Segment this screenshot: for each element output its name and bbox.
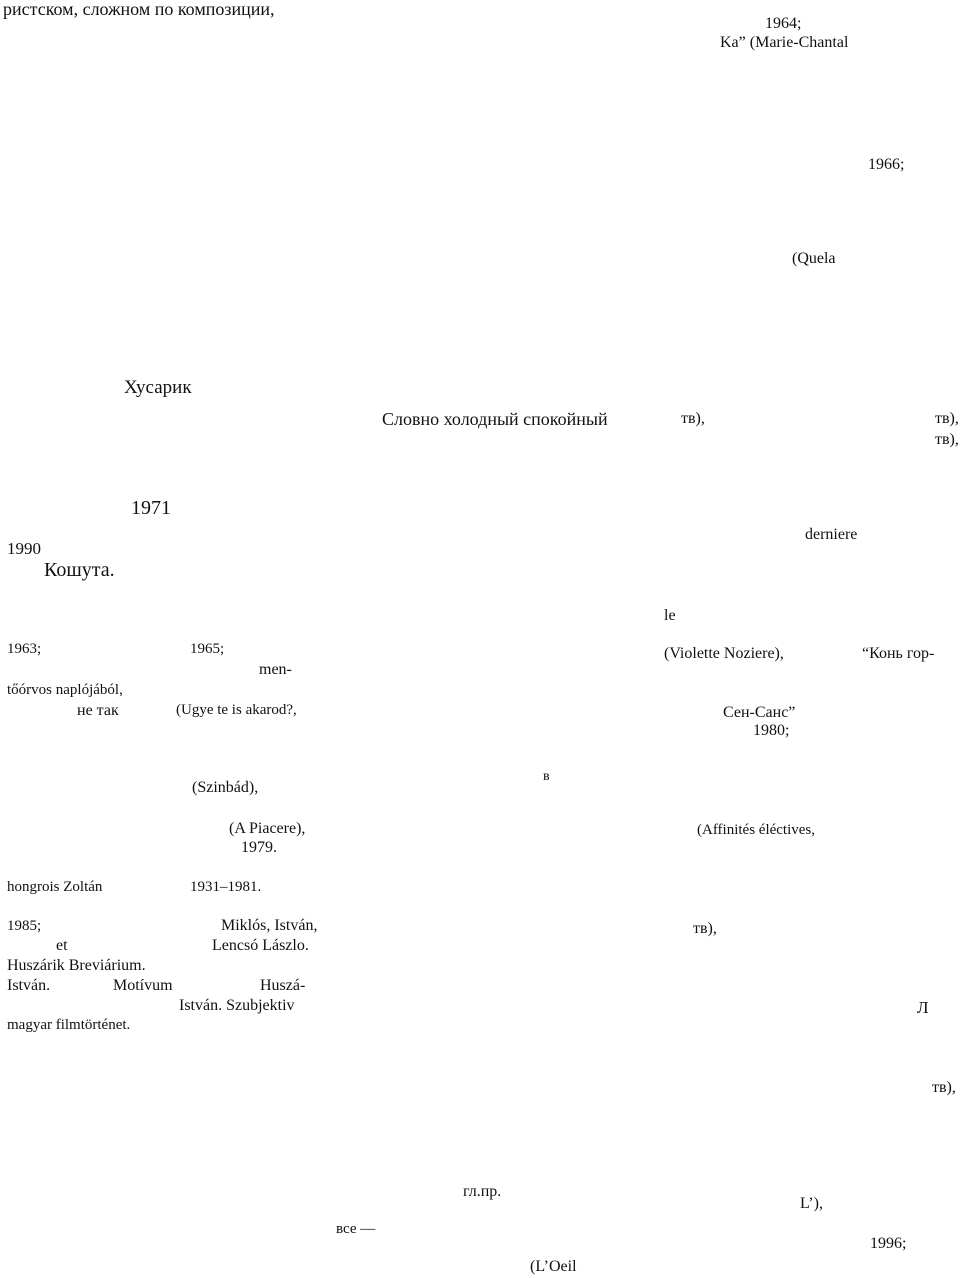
- text-fragment: (Szinbád),: [192, 779, 259, 796]
- text-fragment: István. Szubjektiv: [179, 997, 295, 1014]
- text-fragment: 1996;: [870, 1235, 907, 1252]
- text-fragment: 1965;: [190, 641, 225, 657]
- text-fragment: 1931–1981.: [190, 879, 262, 895]
- text-fragment: не так: [77, 702, 119, 719]
- text-fragment: tőórvos naplójából,: [7, 682, 123, 698]
- text-fragment: Хусарик: [124, 377, 192, 398]
- text-fragment: все —: [336, 1221, 376, 1237]
- text-fragment: Ka” (Marie-Chantal: [720, 34, 849, 51]
- text-fragment: 1985;: [7, 918, 42, 934]
- text-fragment: гл.пр.: [463, 1183, 502, 1200]
- text-fragment: 1971: [131, 497, 171, 519]
- text-fragment: 1979.: [241, 839, 277, 856]
- text-fragment: тв),: [935, 431, 959, 448]
- text-fragment: Huszárik Breviárium.: [7, 957, 146, 974]
- text-fragment: тв),: [681, 410, 705, 427]
- text-fragment: (Affinités éléctives,: [697, 822, 816, 838]
- text-fragment: (L’Oeil: [530, 1258, 577, 1275]
- text-fragment: Motívum: [113, 977, 173, 994]
- text-fragment: Huszá-: [260, 977, 306, 994]
- text-fragment: magyar filmtörténet.: [7, 1017, 131, 1033]
- text-fragment: тв),: [932, 1079, 956, 1096]
- text-fragment: 1990: [7, 539, 41, 558]
- text-fragment: Кошута.: [44, 559, 115, 581]
- text-fragment: et: [56, 937, 68, 954]
- text-fragment: 1966;: [868, 156, 905, 173]
- text-fragment: ристском, сложном по композиции,: [3, 0, 275, 19]
- text-fragment: Сен-Санс”: [723, 704, 796, 721]
- text-fragment: (Ugye te is akarod?,: [176, 702, 297, 718]
- text-fragment: (Quela: [792, 250, 836, 267]
- text-fragment: Miklós, István,: [221, 917, 318, 934]
- text-fragment: hongrois Zoltán: [7, 879, 103, 895]
- text-fragment: derniere: [805, 526, 858, 543]
- text-fragment: тв),: [693, 920, 717, 937]
- text-fragment: L’),: [800, 1195, 823, 1212]
- text-fragment: Словно холодный спокойный: [382, 409, 608, 429]
- text-fragment: 1964;: [765, 15, 802, 32]
- text-fragment: le: [664, 607, 676, 624]
- text-fragment: “Конь гор-: [862, 645, 935, 662]
- text-fragment: в: [543, 769, 550, 784]
- text-fragment: men-: [259, 661, 292, 678]
- text-fragment: 1980;: [753, 722, 790, 739]
- text-fragment: Lencsó Lászlo.: [212, 937, 309, 954]
- text-fragment: тв),: [935, 410, 959, 427]
- text-fragment: (A Piacere),: [229, 820, 306, 837]
- text-fragment: (Violette Noziere),: [664, 645, 784, 662]
- text-fragment: Л: [917, 998, 929, 1017]
- text-fragment: 1963;: [7, 641, 42, 657]
- text-fragment: István.: [7, 977, 51, 994]
